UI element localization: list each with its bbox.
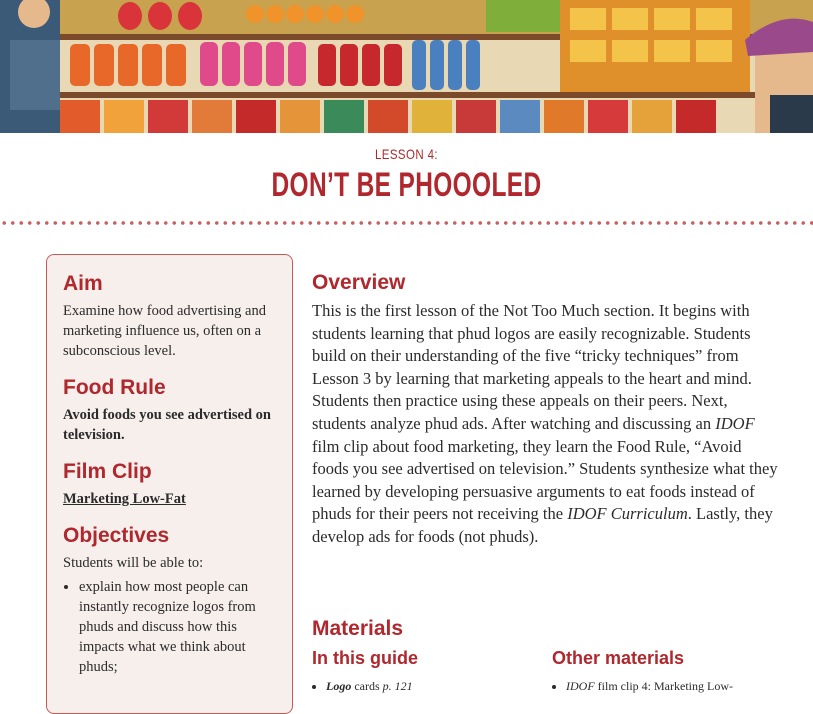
lesson-sidebar (46, 254, 293, 714)
aim-heading: Aim (63, 272, 103, 295)
other-materials-list (552, 678, 792, 694)
food-rule-heading: Food Rule (63, 376, 166, 399)
market-shelves-illustration (0, 0, 813, 133)
objectives-heading: Objectives (63, 524, 170, 547)
food-rule-text: Avoid foods you see advertised on television. (63, 407, 271, 443)
overview-paragraph: This is the first lesson of the Not Too Much section. It begins with students learning that phud logos are easily recognizable. Students build on their understanding of the five “tricky techniques” from Lesson 3 by learning that marketing appeals to the heart and mind. Students then practice using these appeals on their peers. Next, students analyze phud ads. After watching and discussing an IDOF film clip about food marketing, they learn the Food Rule, “Avoid foods you see advertised on television.” Students synthesize what they learned by developing persuasive arguments to eat foods instead of phuds for their peers not receiving the IDOF Curriculum. Lastly, they develop ads for foods (not phuds). (312, 301, 778, 546)
objectives-intro: Students will be able to: (63, 555, 204, 571)
overview-section (312, 270, 782, 549)
lesson-label: LESSON 4: (374, 146, 439, 162)
materials-heading: Materials (312, 617, 404, 640)
in-guide-list (312, 678, 552, 694)
aim-text: Examine how food advertising and marketing influence us, often on a subconscious level. (63, 303, 266, 359)
objective-item: • explain how most people can instantly recognize logos from phuds and discuss how this impacts what we think about phuds; (79, 577, 276, 677)
dotted-divider (0, 221, 813, 225)
page-title: DON’T BE PHOOOLED (271, 166, 542, 204)
in-guide-heading: In this guide (312, 648, 418, 668)
list-item: • IDOF film clip 4: Marketing Low- (566, 678, 792, 694)
film-clip-heading: Film Clip (63, 460, 152, 483)
objectives-list (63, 577, 276, 677)
film-clip-link[interactable]: Marketing Low-Fat (63, 491, 186, 507)
materials-section (312, 616, 792, 694)
other-materials-heading: Other materials (552, 648, 685, 668)
overview-heading: Overview (312, 271, 406, 294)
list-item: • Logo cards p. 121 (326, 678, 552, 694)
